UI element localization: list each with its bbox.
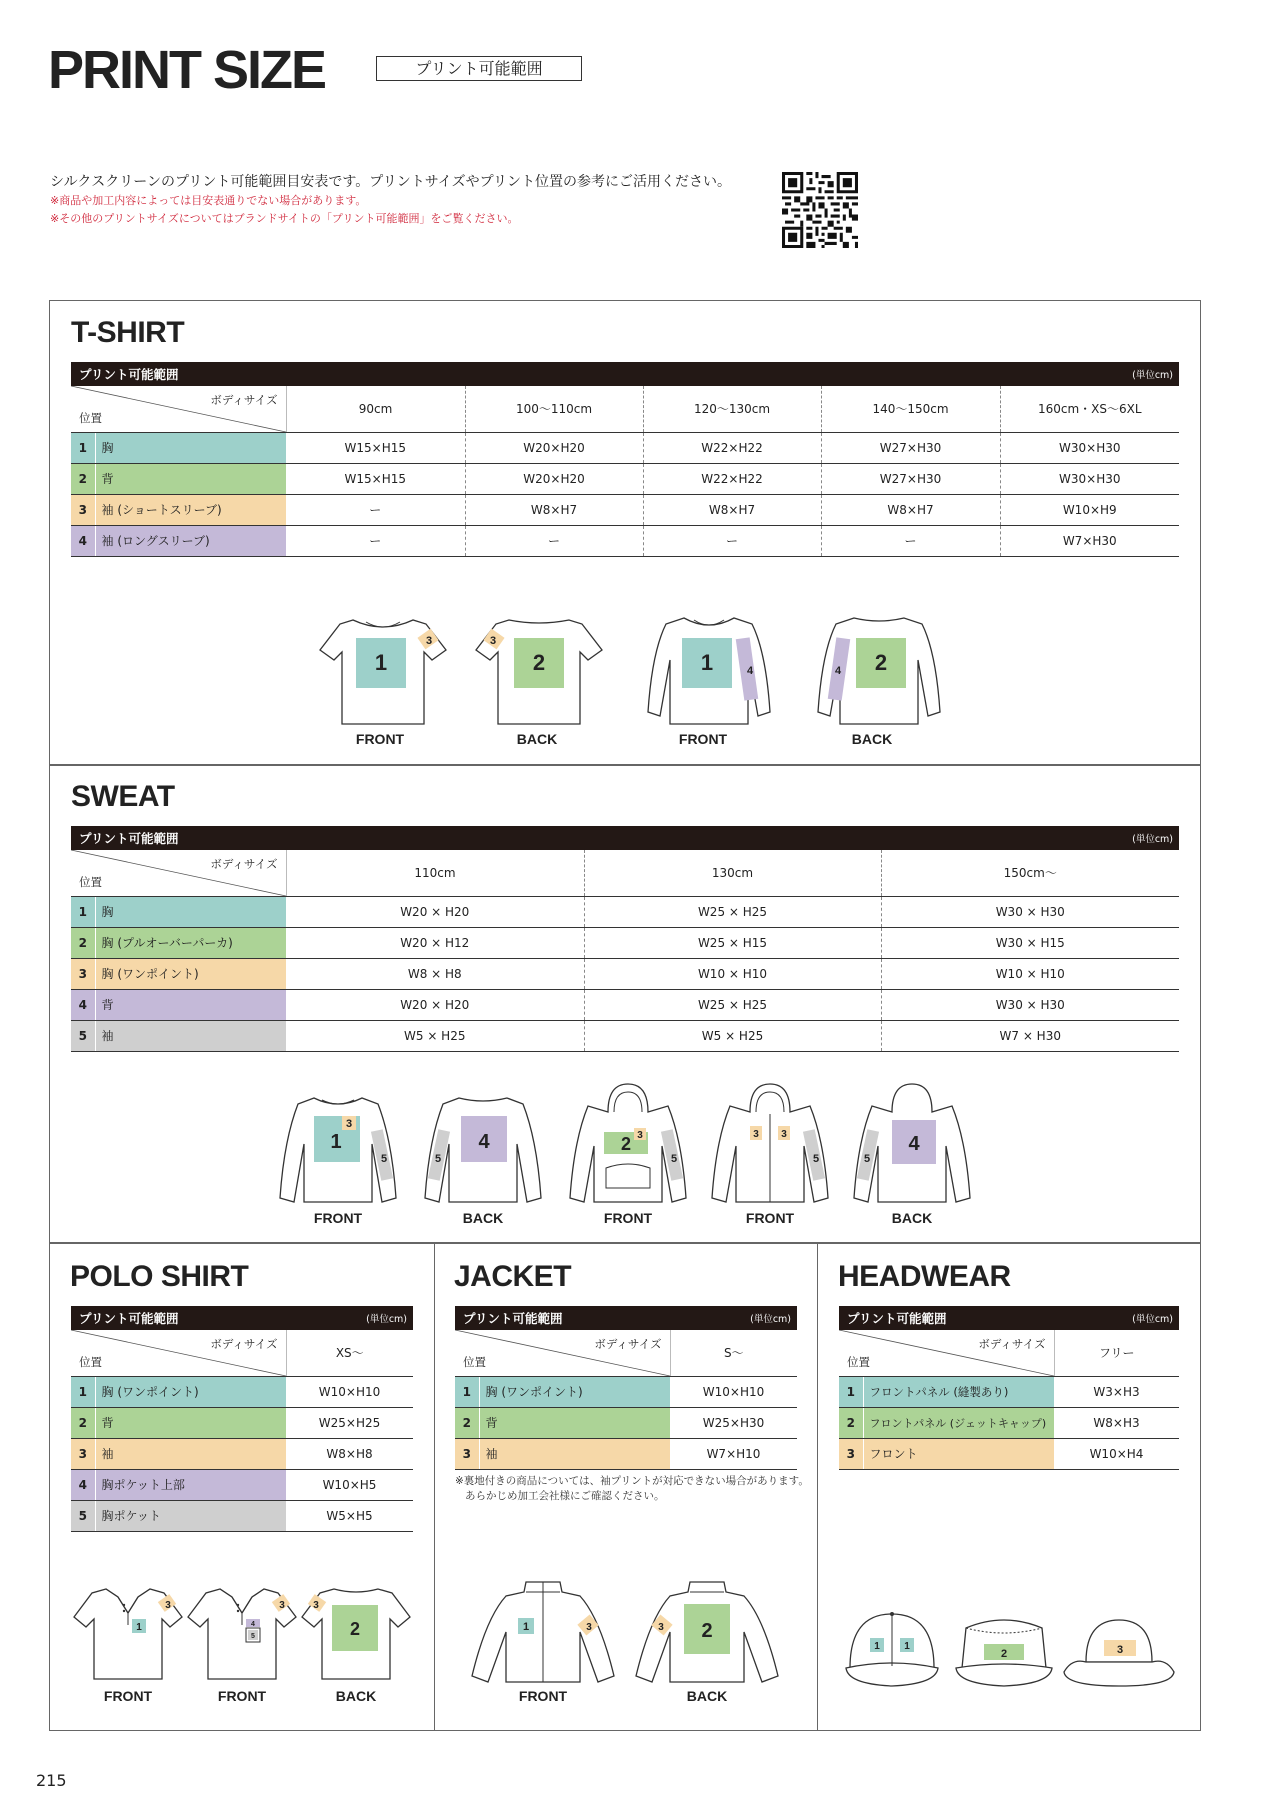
table-row bbox=[455, 1376, 797, 1407]
view-label: BACK bbox=[335, 1688, 377, 1704]
svg-text:1: 1 bbox=[700, 650, 714, 675]
svg-text:2: 2 bbox=[1000, 1648, 1008, 1660]
size-header: 150cm〜 bbox=[881, 850, 1179, 896]
view-label: FRONT bbox=[355, 731, 405, 747]
row-position: 袖 bbox=[95, 1020, 286, 1051]
size-value: W7 × H30 bbox=[881, 1020, 1179, 1051]
size-value: W20 × H20 bbox=[286, 896, 584, 927]
row-number: 3 bbox=[455, 1438, 479, 1469]
row-number: 3 bbox=[71, 1438, 95, 1469]
size-value: W10 × H10 bbox=[881, 958, 1179, 989]
size-value: W8×H7 bbox=[643, 494, 821, 525]
row-number: 2 bbox=[71, 927, 95, 958]
size-value: W20 × H20 bbox=[286, 989, 584, 1020]
svg-text:2: 2 bbox=[701, 1620, 713, 1642]
polo-pocket-front-illustration bbox=[186, 1583, 298, 1683]
intro-text: シルクスクリーンのプリント可能範囲目安表です。プリントサイズやプリント位置の参考にご活用ください。 bbox=[50, 174, 732, 190]
size-value: W7×H10 bbox=[670, 1438, 797, 1469]
size-value: W10 × H10 bbox=[584, 958, 881, 989]
cap-front-illustration bbox=[844, 1608, 940, 1690]
table-row bbox=[71, 1376, 413, 1407]
svg-text:5: 5 bbox=[863, 1153, 871, 1165]
row-position: 背 bbox=[479, 1407, 670, 1438]
svg-text:3: 3 bbox=[279, 1600, 285, 1611]
unit-label: (単位cm) bbox=[881, 826, 1179, 850]
view-label: BACK bbox=[516, 731, 558, 747]
row-number: 5 bbox=[71, 1500, 95, 1531]
svg-text:1: 1 bbox=[330, 1131, 342, 1153]
row-number: 3 bbox=[71, 494, 95, 525]
row-number: 4 bbox=[71, 1469, 95, 1500]
qr-code-icon[interactable] bbox=[782, 172, 858, 248]
size-value: W25×H25 bbox=[286, 1407, 413, 1438]
size-value: ー bbox=[643, 525, 821, 556]
size-value: W10×H10 bbox=[670, 1376, 797, 1407]
size-value: W30 × H30 bbox=[881, 896, 1179, 927]
unit-label: (単位cm) bbox=[670, 1306, 797, 1330]
size-value: ー bbox=[465, 525, 643, 556]
row-position: 胸 (ワンポイント) bbox=[479, 1376, 670, 1407]
table-row bbox=[839, 1376, 1179, 1407]
size-value: W20 × H12 bbox=[286, 927, 584, 958]
svg-text:3: 3 bbox=[1116, 1644, 1124, 1656]
jacket-note bbox=[455, 1474, 809, 1504]
row-number: 1 bbox=[455, 1376, 479, 1407]
table-row bbox=[71, 1500, 413, 1531]
row-position: 背 bbox=[95, 989, 286, 1020]
hoodie-back-illustration bbox=[852, 1080, 972, 1205]
svg-text:5: 5 bbox=[380, 1153, 388, 1165]
row-position: 背 bbox=[95, 1407, 286, 1438]
tshirt-front-illustration bbox=[318, 612, 448, 727]
position-label: 位置 bbox=[79, 874, 102, 889]
svg-text:4: 4 bbox=[251, 1621, 255, 1628]
size-value: W10×H5 bbox=[286, 1469, 413, 1500]
size-value: W27×H30 bbox=[821, 432, 1000, 463]
row-position: 胸 bbox=[95, 432, 286, 463]
row-number: 2 bbox=[455, 1407, 479, 1438]
table-row bbox=[71, 989, 1179, 1020]
svg-text:2: 2 bbox=[532, 650, 546, 675]
table-row bbox=[71, 463, 1179, 494]
body-size-label: ボディサイズ bbox=[978, 1337, 1046, 1351]
unit-label: (単位cm) bbox=[1054, 1306, 1179, 1330]
size-value: ー bbox=[286, 494, 465, 525]
svg-text:3: 3 bbox=[313, 1600, 319, 1611]
sweat-back-illustration bbox=[423, 1090, 543, 1205]
svg-text:4: 4 bbox=[834, 665, 842, 677]
svg-text:5: 5 bbox=[251, 1633, 255, 1640]
size-value: W25 × H25 bbox=[584, 989, 881, 1020]
polo-back-illustration bbox=[300, 1583, 412, 1683]
longsleeve-back-illustration bbox=[814, 612, 944, 727]
size-value: W30 × H30 bbox=[881, 989, 1179, 1020]
row-position: 胸 (ワンポイント) bbox=[95, 958, 286, 989]
row-number: 5 bbox=[71, 1020, 95, 1051]
row-number: 3 bbox=[839, 1438, 863, 1469]
position-label: 位置 bbox=[79, 1354, 102, 1369]
body-size-label: ボディサイズ bbox=[210, 1337, 278, 1351]
svg-text:3: 3 bbox=[753, 1129, 759, 1140]
table-row bbox=[455, 1438, 797, 1469]
row-number: 2 bbox=[839, 1407, 863, 1438]
jacket-front-illustration bbox=[470, 1578, 616, 1686]
svg-text:1: 1 bbox=[874, 1641, 880, 1652]
view-label: FRONT bbox=[745, 1210, 795, 1226]
sweat-title: SWEAT bbox=[71, 780, 175, 813]
tshirt-table bbox=[71, 362, 1179, 557]
header-corner bbox=[71, 1330, 286, 1376]
header-corner bbox=[839, 1330, 1054, 1376]
svg-text:3: 3 bbox=[781, 1129, 787, 1140]
row-number: 1 bbox=[71, 432, 95, 463]
row-number: 1 bbox=[71, 1376, 95, 1407]
intro-note-1: ※商品や加工内容によっては目安表通りでない場合があります。 bbox=[50, 194, 367, 207]
table-row bbox=[71, 1407, 413, 1438]
body-size-label: ボディサイズ bbox=[594, 1337, 662, 1351]
table-header: プリント可能範囲 bbox=[71, 362, 1000, 386]
row-position: 胸 (ワンポイント) bbox=[95, 1376, 286, 1407]
size-header: 90cm bbox=[286, 386, 465, 432]
sweat-table bbox=[71, 826, 1179, 1052]
size-value: W15×H15 bbox=[286, 463, 465, 494]
unit-label: (単位cm) bbox=[1000, 362, 1179, 386]
jet-cap-illustration bbox=[952, 1608, 1056, 1690]
row-number: 2 bbox=[71, 463, 95, 494]
table-row bbox=[71, 1020, 1179, 1051]
longsleeve-front-illustration bbox=[644, 612, 774, 727]
size-value: W8×H7 bbox=[821, 494, 1000, 525]
row-position: 袖 (ロングスリーブ) bbox=[95, 525, 286, 556]
table-row bbox=[455, 1407, 797, 1438]
table-header: プリント可能範囲 bbox=[839, 1306, 1054, 1330]
view-label: FRONT bbox=[217, 1688, 267, 1704]
body-size-label: ボディサイズ bbox=[210, 857, 278, 871]
table-header: プリント可能範囲 bbox=[71, 826, 881, 850]
row-number: 3 bbox=[71, 958, 95, 989]
jacket-note-1: ※裏地付きの商品については、袖プリントが対応できない場合があります。 bbox=[455, 1475, 809, 1487]
table-row bbox=[839, 1407, 1179, 1438]
body-size-label: ボディサイズ bbox=[210, 393, 278, 407]
size-value: W5 × H25 bbox=[584, 1020, 881, 1051]
table-header: プリント可能範囲 bbox=[71, 1306, 286, 1330]
table-row bbox=[71, 1469, 413, 1500]
row-position: 袖 bbox=[479, 1438, 670, 1469]
row-number: 1 bbox=[839, 1376, 863, 1407]
svg-text:5: 5 bbox=[434, 1153, 442, 1165]
table-row bbox=[839, 1438, 1179, 1469]
size-value: ー bbox=[821, 525, 1000, 556]
size-value: W3×H3 bbox=[1054, 1376, 1179, 1407]
size-value: W25×H30 bbox=[670, 1407, 797, 1438]
bucket-hat-illustration bbox=[1062, 1614, 1176, 1690]
svg-text:3: 3 bbox=[586, 1622, 592, 1633]
svg-text:5: 5 bbox=[670, 1153, 678, 1165]
size-header: 130cm bbox=[584, 850, 881, 896]
jacket-back-illustration bbox=[634, 1578, 780, 1686]
size-value: W10×H9 bbox=[1000, 494, 1179, 525]
jacket-table bbox=[455, 1306, 797, 1470]
size-value: W10×H4 bbox=[1054, 1438, 1179, 1469]
size-value: W8 × H8 bbox=[286, 958, 584, 989]
size-value: W5×H5 bbox=[286, 1500, 413, 1531]
zip-hoodie-front-illustration bbox=[710, 1080, 830, 1205]
size-value: W15×H15 bbox=[286, 432, 465, 463]
view-label: FRONT bbox=[603, 1210, 653, 1226]
size-value: W25 × H15 bbox=[584, 927, 881, 958]
headwear-table bbox=[839, 1306, 1179, 1470]
row-position: 袖 (ショートスリーブ) bbox=[95, 494, 286, 525]
row-position: フロントパネル (ジェットキャップ) bbox=[863, 1407, 1054, 1438]
size-header: 140〜150cm bbox=[821, 386, 1000, 432]
position-label: 位置 bbox=[847, 1354, 870, 1369]
hoodie-front-illustration bbox=[568, 1080, 688, 1205]
table-row bbox=[71, 958, 1179, 989]
view-label: BACK bbox=[686, 1688, 728, 1704]
size-header: 120〜130cm bbox=[643, 386, 821, 432]
polo-title: POLO SHIRT bbox=[70, 1260, 249, 1293]
svg-text:3: 3 bbox=[637, 1130, 643, 1141]
svg-text:2: 2 bbox=[874, 650, 888, 675]
unit-label: (単位cm) bbox=[286, 1306, 413, 1330]
svg-text:2: 2 bbox=[620, 1134, 632, 1154]
table-row bbox=[71, 432, 1179, 463]
row-position: フロントパネル (縫製あり) bbox=[863, 1376, 1054, 1407]
size-value: W22×H22 bbox=[643, 432, 821, 463]
jacket-title: JACKET bbox=[454, 1260, 572, 1293]
svg-text:2: 2 bbox=[349, 1619, 361, 1639]
table-row bbox=[71, 494, 1179, 525]
size-value: W22×H22 bbox=[643, 463, 821, 494]
intro-note-2: ※その他のプリントサイズについてはブランドサイトの「プリント可能範囲」をご覧ください。 bbox=[50, 212, 519, 225]
size-header: 160cm・XS〜6XL bbox=[1000, 386, 1179, 432]
size-value: W30 × H15 bbox=[881, 927, 1179, 958]
row-position: 胸ポケット bbox=[95, 1500, 286, 1531]
table-row bbox=[71, 927, 1179, 958]
svg-text:3: 3 bbox=[165, 1600, 171, 1611]
view-label: FRONT bbox=[103, 1688, 153, 1704]
tshirt-back-illustration bbox=[474, 612, 604, 727]
position-label: 位置 bbox=[463, 1354, 486, 1369]
size-value: W20×H20 bbox=[465, 463, 643, 494]
size-value: W5 × H25 bbox=[286, 1020, 584, 1051]
size-value: W7×H30 bbox=[1000, 525, 1179, 556]
size-value: W8×H3 bbox=[1054, 1407, 1179, 1438]
size-value: W8×H8 bbox=[286, 1438, 413, 1469]
svg-text:1: 1 bbox=[904, 1641, 910, 1652]
view-label: FRONT bbox=[678, 731, 728, 747]
intro-block bbox=[50, 172, 731, 228]
svg-text:3: 3 bbox=[345, 1118, 353, 1130]
table-row bbox=[71, 1438, 413, 1469]
table-row bbox=[71, 896, 1179, 927]
view-label: BACK bbox=[891, 1210, 933, 1226]
size-header: 110cm bbox=[286, 850, 584, 896]
size-value: W25 × H25 bbox=[584, 896, 881, 927]
svg-text:4: 4 bbox=[478, 1131, 490, 1153]
polo-front-illustration bbox=[72, 1583, 184, 1683]
row-number: 4 bbox=[71, 989, 95, 1020]
row-number: 1 bbox=[71, 896, 95, 927]
header-corner bbox=[71, 850, 286, 896]
position-label: 位置 bbox=[79, 410, 102, 425]
size-value: W30×H30 bbox=[1000, 432, 1179, 463]
view-label: BACK bbox=[462, 1210, 504, 1226]
svg-text:1: 1 bbox=[136, 1622, 142, 1633]
row-position: フロント bbox=[863, 1438, 1054, 1469]
jacket-note-2: あらかじめ加工会社様にご確認ください。 bbox=[465, 1490, 665, 1502]
row-number: 4 bbox=[71, 525, 95, 556]
row-position: 胸 bbox=[95, 896, 286, 927]
row-position: 袖 bbox=[95, 1438, 286, 1469]
svg-text:3: 3 bbox=[425, 635, 433, 647]
size-value: W30×H30 bbox=[1000, 463, 1179, 494]
svg-text:3: 3 bbox=[489, 635, 497, 647]
view-label: FRONT bbox=[313, 1210, 363, 1226]
tshirt-title: T-SHIRT bbox=[71, 316, 185, 349]
size-value: W20×H20 bbox=[465, 432, 643, 463]
size-header: XS〜 bbox=[286, 1330, 413, 1376]
row-number: 2 bbox=[71, 1407, 95, 1438]
svg-text:1: 1 bbox=[374, 650, 388, 675]
size-header: フリー bbox=[1054, 1330, 1179, 1376]
headwear-title: HEADWEAR bbox=[838, 1260, 1011, 1293]
polo-table bbox=[71, 1306, 413, 1532]
header-corner bbox=[455, 1330, 670, 1376]
size-value: W8×H7 bbox=[465, 494, 643, 525]
table-row bbox=[71, 525, 1179, 556]
row-position: 胸ポケット上部 bbox=[95, 1469, 286, 1500]
row-position: 胸 (プルオーバーパーカ) bbox=[95, 927, 286, 958]
svg-text:5: 5 bbox=[812, 1153, 820, 1165]
size-header: 100〜110cm bbox=[465, 386, 643, 432]
svg-text:4: 4 bbox=[746, 665, 754, 677]
svg-text:4: 4 bbox=[908, 1133, 920, 1155]
page-number: 215 bbox=[36, 1771, 67, 1790]
header-corner bbox=[71, 386, 286, 432]
size-value: W27×H30 bbox=[821, 463, 1000, 494]
row-position: 背 bbox=[95, 463, 286, 494]
size-value: W10×H10 bbox=[286, 1376, 413, 1407]
view-label: BACK bbox=[851, 731, 893, 747]
svg-text:1: 1 bbox=[522, 1621, 530, 1633]
sweat-front-illustration bbox=[278, 1090, 398, 1205]
page-title: PRINT SIZE bbox=[48, 40, 326, 100]
view-label: FRONT bbox=[518, 1688, 568, 1704]
size-header: S〜 bbox=[670, 1330, 797, 1376]
size-value: ー bbox=[286, 525, 465, 556]
page-subtitle: プリント可能範囲 bbox=[376, 56, 582, 81]
svg-text:3: 3 bbox=[658, 1622, 664, 1633]
table-header: プリント可能範囲 bbox=[455, 1306, 670, 1330]
